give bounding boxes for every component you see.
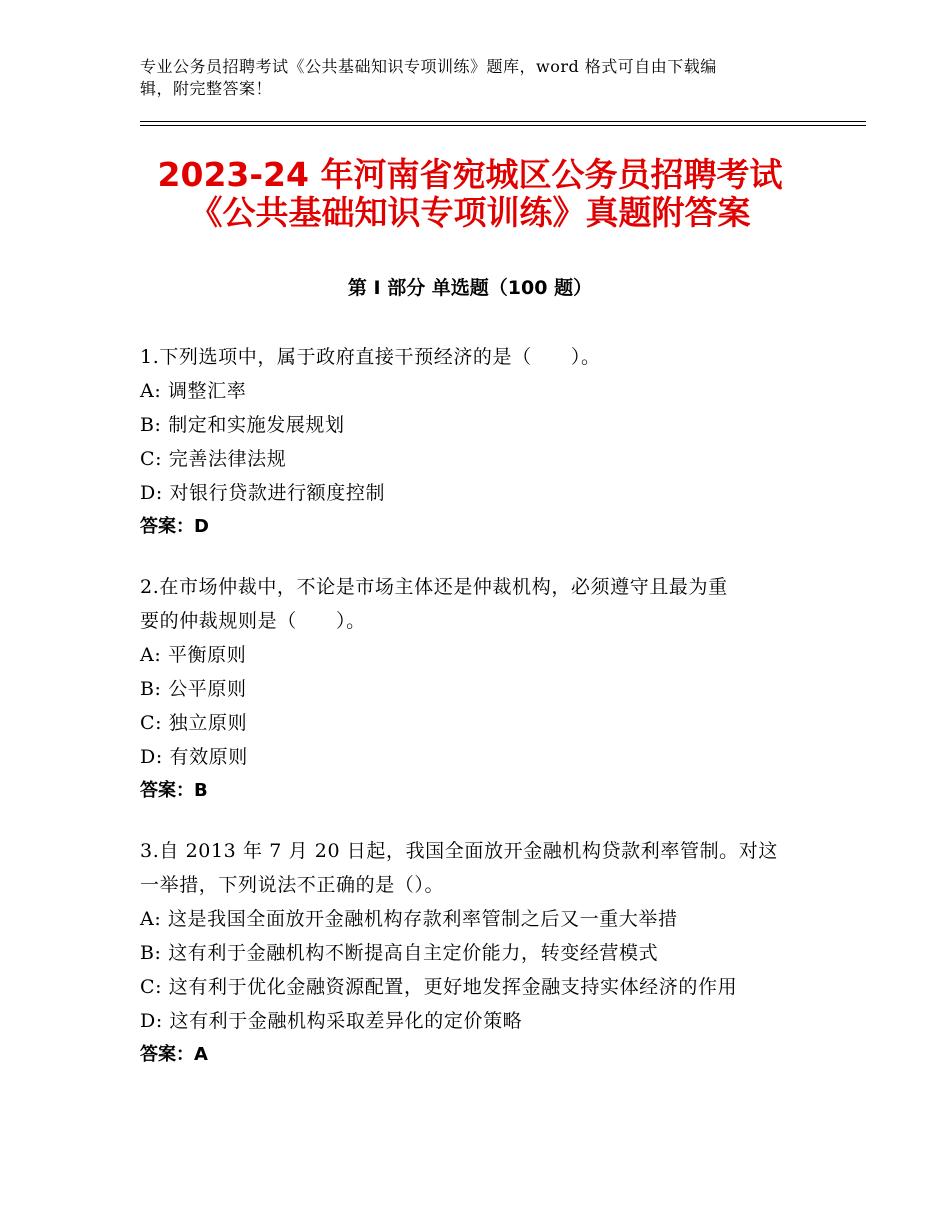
question-stem: 1.下列选项中，属于政府直接干预经济的是（ ）。	[140, 346, 601, 368]
option-d: D: 对银行贷款进行额度控制	[140, 482, 386, 504]
question-list	[140, 340, 820, 1098]
option-a: A: 这是我国全面放开金融机构存款利率管制之后又一重大举措	[140, 908, 678, 930]
answer: 答案：A	[140, 1044, 208, 1065]
header-divider-thin	[140, 125, 866, 126]
title-line-2: 《公共基础知识专项训练》真题附答案	[189, 193, 751, 232]
option-c: C: 独立原则	[140, 712, 248, 734]
question-2	[140, 570, 820, 808]
answer: 答案：B	[140, 780, 208, 801]
question-stem-line-1: 2.在市场仲裁中，不论是市场主体还是仲裁机构，必须遵守且最为重	[140, 576, 728, 598]
option-d: D: 这有利于金融机构采取差异化的定价策略	[140, 1010, 523, 1032]
question-1	[140, 340, 820, 544]
question-stem-line-1: 3.自 2013 年 7 月 20 日起，我国全面放开金融机构贷款利率管制。对这	[140, 840, 778, 862]
header-note-line-2: 辑，附完整答案！	[140, 79, 273, 98]
section-heading: 第 I 部分 单选题（100 题）	[347, 277, 593, 299]
option-a: A: 平衡原则	[140, 644, 247, 666]
header-divider	[140, 121, 866, 122]
answer: 答案：D	[140, 516, 209, 537]
option-b: B: 公平原则	[140, 678, 247, 700]
header-note	[140, 56, 790, 100]
header-note-line-1: 专业公务员招聘考试《公共基础知识专项训练》题库，word 格式可自由下载编	[140, 57, 717, 76]
document-title	[100, 156, 840, 232]
option-b: B: 制定和实施发展规划	[140, 414, 345, 436]
option-a: A: 调整汇率	[140, 380, 247, 402]
option-d: D: 有效原则	[140, 746, 248, 768]
question-3	[140, 834, 820, 1072]
title-line-1: 2023-24 年河南省宛城区公务员招聘考试	[157, 155, 783, 194]
question-stem-line-2: 一举措，下列说法不正确的是（）。	[140, 874, 445, 896]
option-c: C: 这有利于优化金融资源配置，更好地发挥金融支持实体经济的作用	[140, 976, 738, 998]
option-b: B: 这有利于金融机构不断提高自主定价能力，转变经营模式	[140, 942, 659, 964]
option-c: C: 完善法律法规	[140, 448, 287, 470]
question-stem-line-2: 要的仲裁规则是（ ）。	[140, 610, 366, 632]
